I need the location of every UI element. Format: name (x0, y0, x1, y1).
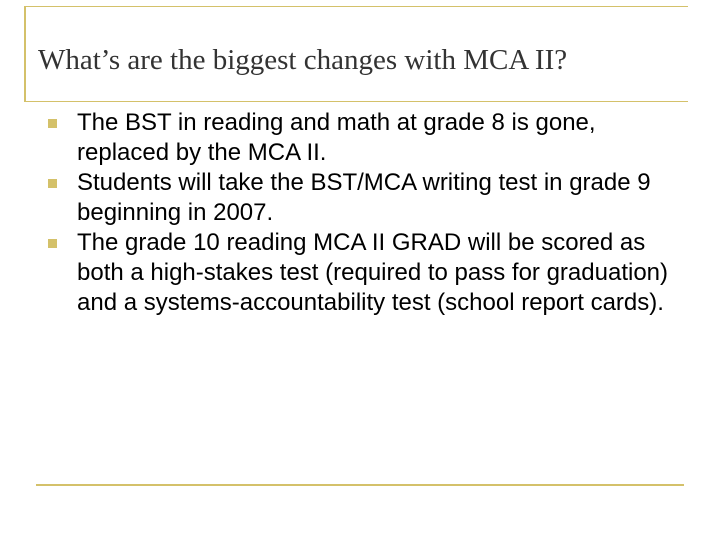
title-divider-line (24, 101, 688, 102)
frame-top-line (24, 6, 688, 7)
frame-bottom-line (36, 484, 684, 486)
bullet-item (0, 228, 680, 318)
bullet-item (0, 108, 680, 168)
frame-vertical-line (24, 6, 26, 102)
bullet-text: The grade 10 reading MCA II GRAD will be scored as both a high-stakes test (required to pass for graduation) and a systems-accountability test (school report cards). (77, 229, 668, 316)
square-bullet-icon (48, 179, 57, 188)
slide-title: What’s are the biggest changes with MCA II? (38, 44, 568, 76)
bullet-text: Students will take the BST/MCA writing test in grade 9 beginning in 2007. (77, 169, 651, 226)
square-bullet-icon (48, 119, 57, 128)
bullet-list (0, 108, 680, 318)
bullet-item (0, 168, 680, 228)
bullet-text: The BST in reading and math at grade 8 is gone, replaced by the MCA II. (77, 109, 596, 166)
square-bullet-icon (48, 239, 57, 248)
